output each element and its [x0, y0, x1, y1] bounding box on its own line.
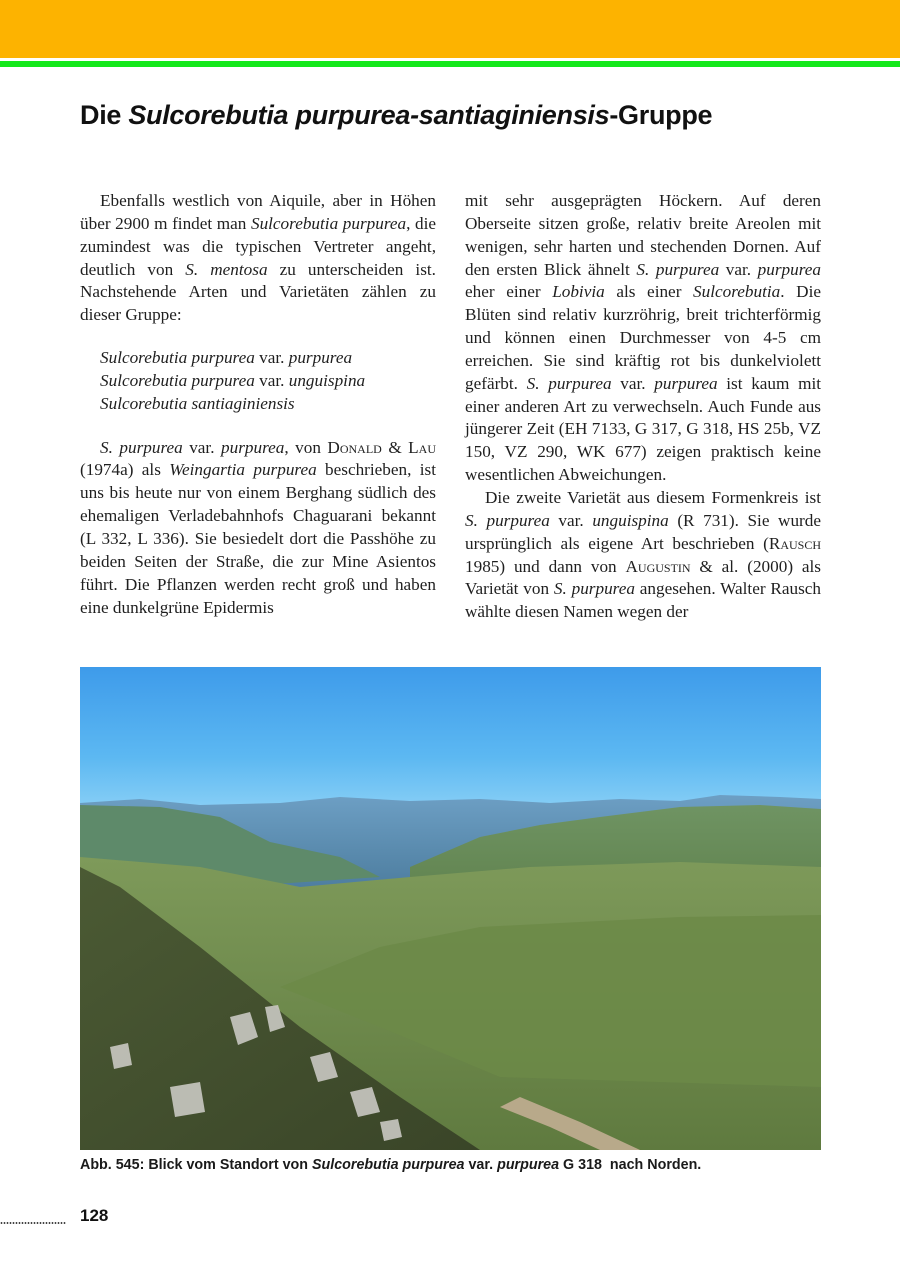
figure-caption [80, 1157, 701, 1173]
text: var. [611, 373, 655, 393]
species-name: S. purpurea [100, 437, 183, 457]
variety-name: purpurea [757, 259, 821, 279]
text: var. [549, 510, 593, 530]
text: mit sehr ausgeprägten Höckern. Auf deren Oberseite sitzen große, relativ breite Areolen mit wenigen, sehr harten und stechenden Dornen. Auf den ersten Blick ähnelt [465, 191, 821, 279]
sky [80, 667, 821, 817]
variety-name: purpurea [497, 1157, 560, 1173]
header-color-band [0, 0, 900, 58]
species-name: Sulcorebutia purpurea [311, 1157, 465, 1173]
species-name: Sulcorebutia purpurea [100, 370, 255, 390]
text: zu unterscheiden ist. Nachstehende Arten und Varietäten zählen zu dieser Gruppe: [80, 259, 436, 325]
text: ist kaum mit einer anderen Art zu verwechseln. Auch Funde aus jüngerer Zeit (EH 7133, G 317, G 318, HS 25b, VZ 150, VZ 290, WK 677) zeigen praktisch keine wesentlichen Abweichungen. [465, 373, 821, 485]
text: var. [464, 1157, 498, 1173]
author-name: Lau [408, 437, 437, 457]
header-green-rule [0, 61, 900, 67]
text: eher einer [465, 282, 553, 302]
landscape-photo [80, 667, 821, 1150]
text: G 318 nach Norden. [559, 1157, 702, 1173]
species-name: S. purpurea [526, 373, 612, 393]
species-name: S. purpurea [636, 259, 720, 279]
page-title [80, 100, 712, 131]
text: var. [182, 437, 221, 457]
left-column [80, 190, 436, 619]
author-name: Donald [327, 437, 382, 457]
text: , von [284, 437, 328, 457]
species-name: Sulcorebutia santiaginiensis [100, 393, 295, 413]
paragraph-intro [80, 190, 436, 327]
species-name: S. purpurea [465, 510, 550, 530]
species-name: Sulcorebutia purpurea [100, 348, 255, 368]
species-name: S. mentosa [185, 259, 268, 279]
paragraph-var-purpurea [80, 437, 436, 620]
paragraph-var-unguispina [465, 487, 821, 624]
species-name: S. purpurea [553, 579, 635, 599]
text: & al. (2000) als Varietät von [465, 556, 821, 599]
text: (1974a) als [80, 460, 170, 480]
author-name: Rausch [768, 533, 821, 553]
species-name: Sulcorebutia purpurea [250, 213, 407, 233]
text: var. [254, 370, 289, 390]
text: , die zumindest was die typischen Vertreter angeht, deutlich von [80, 213, 437, 279]
text: (R 731). Sie wurde ursprünglich als eigene Art beschrieben ( [465, 510, 821, 553]
text: var. [719, 259, 758, 279]
title-prefix: Die [80, 100, 129, 130]
species-name: Weingartia purpurea [169, 460, 317, 480]
variety-name: unguispina [288, 370, 366, 390]
text: Abb. 545: Blick vom Standort von [80, 1157, 312, 1173]
text: als einer [604, 282, 694, 302]
text: 1985) und dann von [465, 556, 626, 576]
footer-dotted-leader [0, 1222, 66, 1224]
text: Die zweite Varietät aus diesem Formenkreis ist [485, 487, 821, 507]
title-italic: Sulcorebutia purpurea-santiaginiensis [128, 100, 610, 130]
right-column [465, 190, 821, 624]
text: angesehen. Walter Rausch wählte diesen Namen wegen der [465, 579, 821, 622]
species-list-item [100, 347, 436, 370]
text: var. [254, 348, 289, 368]
title-suffix: -Gruppe [609, 100, 713, 130]
text: & [381, 437, 409, 457]
species-list-item [100, 370, 436, 393]
species-list-item [100, 393, 436, 416]
variety-name: unguispina [592, 510, 669, 530]
variety-name: purpurea [288, 348, 353, 368]
author-name: Augustin [625, 556, 691, 576]
text: beschrieben, ist uns bis heute nur von einem Berghang südlich des ehemaligen Verladebahnhofs Chaguarani bekannt (L 332, L 336). Sie besiedelt dort die Passhöhe zu beiden Seiten der Straße, die zur Mine Asientos führt. Die Pflanzen werden recht groß und haben eine dunkelgrüne Epidermis [80, 460, 437, 617]
text: . Die Blüten sind relativ kurzröhrig, breit trichterförmig und können einen Durchmesser von 4-5 cm erreichen. Sie sind kräftig rot bis dunkelviolett gefärbt. [465, 282, 821, 393]
variety-name: purpurea [654, 373, 718, 393]
species-list [100, 347, 436, 416]
text: Ebenfalls westlich von Aiquile, aber in Höhen über 2900 m findet man [80, 191, 436, 233]
paragraph-description [465, 190, 821, 487]
variety-name: purpurea [221, 437, 285, 457]
genus-name: Lobivia [552, 282, 605, 302]
genus-name: Sulcorebutia [693, 282, 781, 302]
page-number: 128 [80, 1206, 109, 1225]
